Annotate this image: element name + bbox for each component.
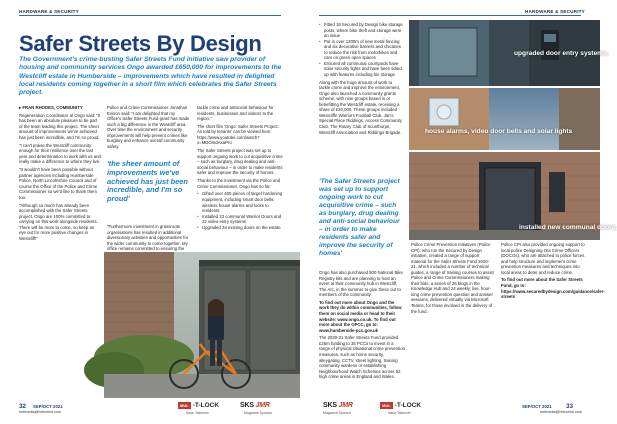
list-item: • Ensured all communal courtyards have solar security lights and have been tidied up with features including bin storage — [319, 61, 403, 78]
section-rule — [319, 15, 581, 16]
right-column-1 — [319, 22, 403, 137]
list-item: • Installed 23 communal Warrior Doors and 22 video entry systems — [197, 214, 283, 225]
paragraph: To find out more about the Safer Streets Fund, go to: https://www.securedbydesign.com/guidance/safer-streets — [501, 277, 605, 300]
page-number-left: 32 — [19, 403, 27, 410]
left-page — [0, 0, 300, 424]
paragraph: Police CPI also provided ongoing support to local police Designing Out Crime Officers (DOCOs), who are attached to police forces and help structure and implement crime prevention measures and techniques into local areas to deter and reduce crime. — [501, 242, 585, 275]
pull-quote: 'The Safer Streets project was set up to support ongoing work to cut acquisitive crime – such as burglary, drug dealing and anti-social behaviour – in order to make residents safer and improve the security of homes' — [319, 178, 400, 257]
communal-doors-photo — [409, 152, 617, 240]
right-column-3 — [501, 242, 605, 302]
list-item: • Fitted 18 Secured by Design bike storage posts, where bike theft and storage were an issue — [319, 22, 403, 39]
paragraph: Regeneration Coordinator at Ongo said: "It has been an absolute pleasure to be part of the team leading this project. The sheer amount of improvements we've achieved has just been incredible, and I'm so proud. — [19, 112, 101, 140]
issue-date-left: SEP/OCT 2021 — [33, 404, 63, 409]
door-entry-photo — [409, 20, 609, 86]
left-column-1 — [19, 105, 101, 244]
contact-email-right: hnfmedia@brtcomsl.com — [540, 410, 583, 414]
right-column-1-bottom — [319, 270, 405, 382]
paragraph: "Although so much has already been accomplished with the Safer Streets project, Ongo are 100% committed to carrying on this work alongside residents. There will be more to come, so keep an eye out for more positive changes in Westcliff!" — [19, 202, 98, 241]
logo-caption: Magazine Sponsor — [323, 411, 352, 415]
bike-store-photo — [104, 252, 300, 398]
photo-caption: upgraded door entry systems, — [514, 50, 609, 57]
paragraph: tackle crime and antisocial behaviour for residents, businesses and visitors to the region." — [197, 105, 274, 122]
list-item: • Gifted over 400 pieces of target hardening equipment, including smart door bells, wireless house alarms and locks to residents — [197, 191, 283, 213]
paragraph: Police Crime Prevention Initiatives (Police CPI), who run the Secured by Design initiative, created a range of support material for the Safer Streets Fund 2020-21, which included a number of technical guides, a range of training courses to assist Police and Crime Commissioners making their bids, a series of 26 blogs in the Knowledge Hub and 24 weekly, live, hour-long crime prevention question and answer sessions, delivered virtually via Microsoft Teams, for those involved in the delivery of the fund. — [411, 242, 494, 314]
paragraph: The Safer Streets project was set up to support ongoing work to cut acquisitive crime – such as burglary, drug dealing and anti-social behaviour – in order to make residents safer and improve the security of homes. — [197, 148, 283, 176]
left-column-2-top — [107, 105, 190, 152]
paragraph: To find out more about Ongo and the work they do within communities, follow them on social media or head to their website: www.ongo.co.uk. To find out more about the OPCC, go to: www.humberside-pcc.gov.uk — [319, 299, 402, 333]
paragraph: Ongo has also purchased 500 National Bike Registry kits and are planning to host an event at their community hub in Westcliff, The Arc, in the summer to give these out to members of the community. — [319, 270, 403, 298]
mul-t-lock-logo: MUL -T-LOCK — [382, 401, 422, 409]
logo-caption: Issue Takeover — [388, 411, 411, 415]
paragraph: "Furthermore investment in grassroots organisations has resulted in additional diversionary activities and opportunities for the wider community to come together. My office remains committed to ensuring the — [107, 224, 189, 252]
paragraph: Along with the huge amount of work to tackle crime and improve the environment, Ongo also launched a community grants scheme, with nine groups based in or benefitting the Westcliff estate, receiving a share of £20,000. These groups included Westcliffe Warriors Football Club, Jan's Special Place Riddings, Access Community Club, The Rotary Club of Scunthorpe, Westcliff Association and Riddings Brigade. — [319, 79, 402, 135]
left-column-3 — [197, 105, 283, 232]
list-item: • Put in over 1200m of new metal fencing and six decorative barriers and chicanes to reduce the risk from motorbikes and cars on green open spaces — [319, 39, 403, 61]
paragraph: "It wouldn't have been possible without partner agencies including Humberside Police, North Lincolnshire Council and of course the Office of the Police and Crime Commissioner so we'd like to thank them too. — [19, 167, 98, 200]
section-tag: HARDWARE & SECURITY — [525, 9, 585, 14]
sks-jmr-logo: SKS JMR — [240, 401, 270, 409]
paragraph: The 2020-21 Safer Streets Fund provided £25m funding to 35 PCCs to invest in a range of physical situational crime prevention measures, such as home security, alleygating, CCTV, street lighting, training community wardens or establishing Neighbourhood Watch Schemes across 52 high crime areas in England and Wales. — [319, 335, 405, 380]
issue-date-right: SEP/OCT 2021 — [522, 404, 552, 409]
photo-caption: installed new communal doors, — [519, 224, 617, 231]
house-alarms-photo-image — [409, 88, 600, 150]
right-column-2 — [411, 242, 495, 316]
logo-caption: Issue Takeover — [186, 411, 209, 415]
paragraph: "I can't praise the Westcliff community enough for their resilience over the last year and determination to work with us and really make a difference to where they live. — [19, 142, 101, 165]
house-alarms-photo — [409, 88, 600, 150]
paragraph: Thanks to the investment via the Police and Crime Commissioner, Ongo has so far: — [197, 178, 281, 189]
list-item: • Upgraded 34 existing doors on the estate — [197, 225, 283, 231]
right-page — [300, 0, 617, 424]
headline: Safer Streets By Design — [19, 31, 262, 56]
sks-jmr-logo: SKS JMR — [323, 401, 353, 409]
paragraph: The short film 'Ongo: Safer Streets Project: As told by tenants' can be viewed here: https://www.youtube.com/watch?v=MDOmdAxaPro — [197, 123, 279, 146]
photo-caption: house alarms, video door bells and solar lights — [425, 128, 573, 135]
pull-quote: 'the sheer amount of improvements we've achieved has just been incredible, and I'm so proud' — [107, 159, 188, 204]
section-tag: HARDWARE & SECURITY — [19, 9, 79, 14]
page-number-right: 33 — [566, 403, 574, 410]
contact-email-left: hnfmedia@brtcomsl.com — [19, 410, 62, 414]
section-rule — [19, 15, 281, 16]
paragraph: ▸ FRAN RHODES, COMMUNITY — [19, 105, 83, 110]
bike-store-photo-image — [104, 252, 300, 398]
improvement-list — [197, 191, 283, 230]
paragraph: Police and Crime Commissioner Jonathan Evison said: "I am delighted that my Office's Safer Streets Fund grant has made such a big difference in the Westcliff area. Over time the environment and security improvements will help prevent crimes like burglary and enhance overall community safety. — [107, 105, 190, 149]
mul-t-lock-logo: MUL -T-LOCK — [180, 401, 220, 409]
standfirst: The Government's crime-busting Safer Streets Fund initiative saw provider of housing and community services Ongo awarded £650,000 for improvements to the Westcliff estate in Humberside – improvements which have resulted in delighted local residents coming together in a short film which celebrates the Safer Streets project. — [19, 56, 282, 97]
logo-caption: Magazine Sponsor — [244, 411, 273, 415]
improvement-list-continued — [319, 22, 403, 77]
